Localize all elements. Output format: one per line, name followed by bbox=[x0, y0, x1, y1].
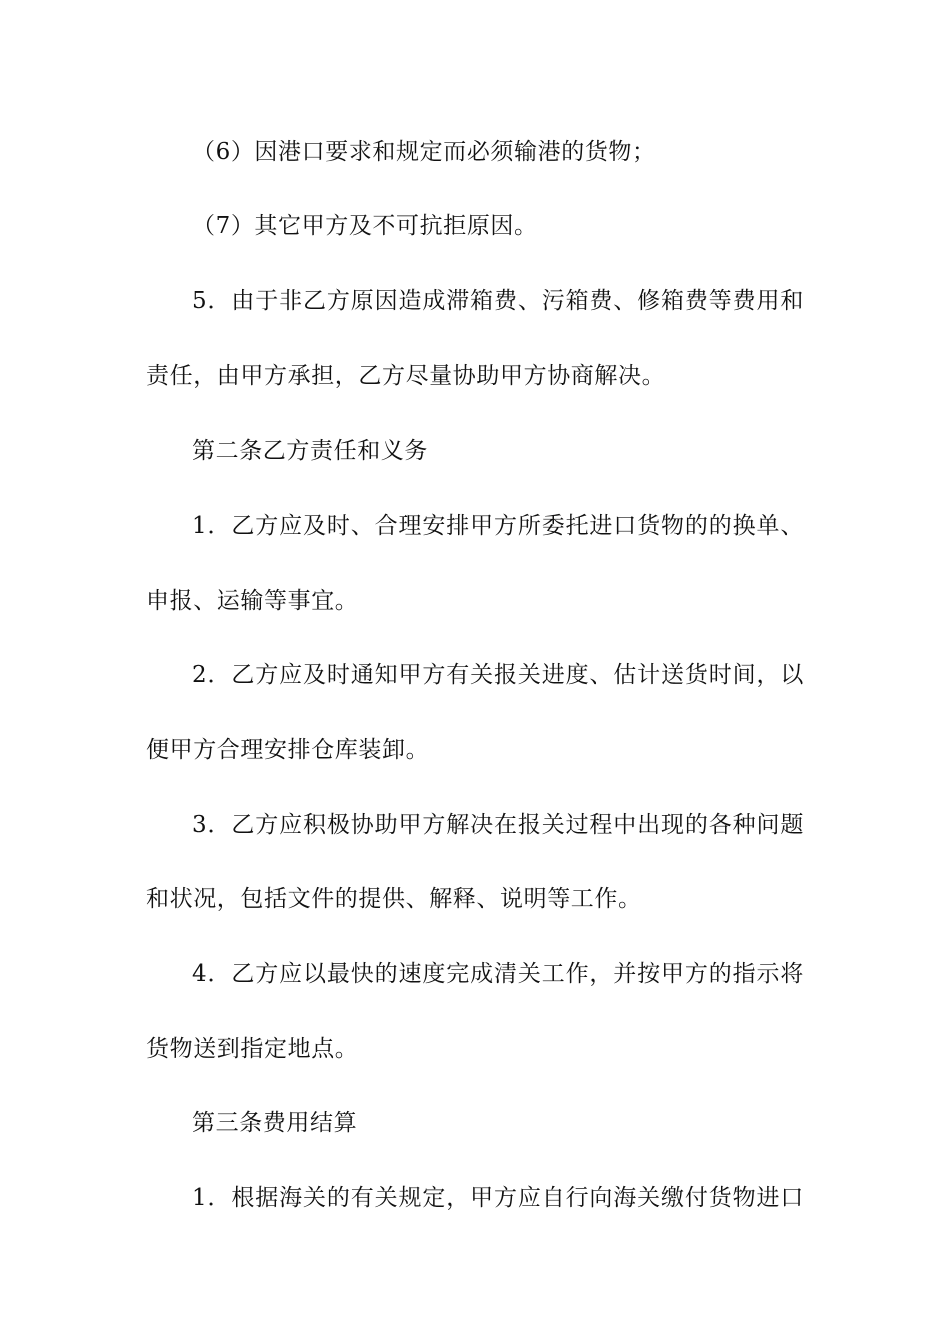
section-heading-article-2: 第二条乙方责任和义务 bbox=[192, 438, 428, 464]
clause-item-7: （7）其它甲方及不可抗拒原因。 bbox=[192, 213, 538, 239]
article-2-item-3-line-2: 和状况，包括文件的提供、解释、说明等工作。 bbox=[146, 886, 642, 912]
article-2-item-1-line-1: 1．乙方应及时、合理安排甲方所委托进口货物的的换单、 bbox=[192, 513, 804, 539]
clause-item-6: （6）因港口要求和规定而必须输港的货物； bbox=[192, 139, 656, 165]
clause-5-line-2: 责任，由甲方承担，乙方尽量协助甲方协商解决。 bbox=[146, 363, 666, 389]
article-2-item-4-line-1: 4．乙方应以最快的速度完成清关工作，并按甲方的指示将 bbox=[192, 961, 804, 987]
article-3-item-1-line-1: 1．根据海关的有关规定，甲方应自行向海关缴付货物进口 bbox=[192, 1185, 804, 1211]
article-2-item-4-line-2: 货物送到指定地点。 bbox=[146, 1036, 359, 1062]
clause-5-line-1: 5．由于非乙方原因造成滞箱费、污箱费、修箱费等费用和 bbox=[192, 288, 804, 314]
section-heading-article-3: 第三条费用结算 bbox=[192, 1110, 358, 1136]
article-2-item-1-line-2: 申报、运输等事宜。 bbox=[146, 588, 359, 614]
article-2-item-2-line-1: 2．乙方应及时通知甲方有关报关进度、估计送货时间，以 bbox=[192, 662, 804, 688]
article-2-item-2-line-2: 便甲方合理安排仓库装卸。 bbox=[146, 737, 430, 763]
article-2-item-3-line-1: 3．乙方应积极协助甲方解决在报关过程中出现的各种问题 bbox=[192, 812, 804, 838]
